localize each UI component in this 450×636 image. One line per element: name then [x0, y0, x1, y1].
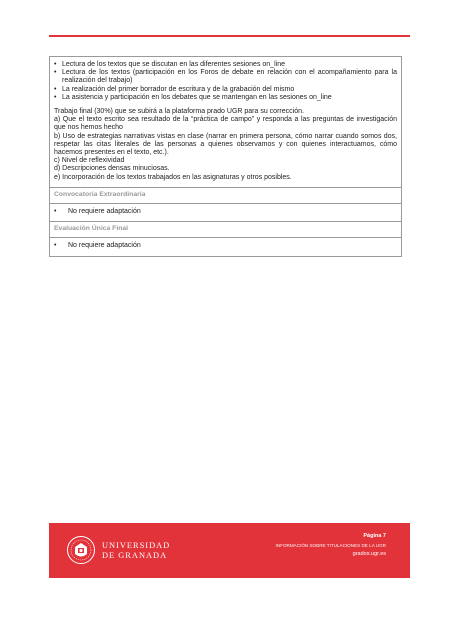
bullet-mark: •	[54, 69, 57, 77]
list-item: • Lectura de los textos (participación en los Foros de debate en relación con el acompañamiento para la realización del trabajo)	[54, 69, 397, 85]
bullet-mark: •	[54, 208, 57, 216]
final-work-intro: Trabajo final (30%) que se subirá a la plataforma prado UGR para su corrección.	[54, 108, 304, 116]
list-item: • La asistencia y participación en los debates que se mantengan en las sesiones on_line	[54, 93, 332, 101]
evaluation-cell	[50, 57, 401, 187]
guide-table	[49, 56, 402, 257]
university-name: UNIVERSIDAD DE GRANADA	[102, 541, 171, 560]
footer-code: grados.ugr.es	[352, 551, 386, 557]
list-item: • La realización del primer borrador de escritura y de la grabación del mismo	[54, 85, 295, 93]
final-work-point: b) Uso de estrategias narrativas vistas en clase (narrar en primera persona, cómo narrar cuando somos dos, respetar las citas literales de las personas a quienes observamos y con quienes interactuamos, cómo hacemos presentes en el texto, etc.).	[54, 132, 397, 157]
list-item: • No requiere adaptación	[50, 203, 401, 221]
section-heading-extraordinaria: Convocatoria Extraordinaria	[50, 187, 401, 203]
header-rule	[49, 35, 410, 37]
bullet-mark: •	[54, 93, 57, 101]
page-number: Página 7	[363, 533, 386, 539]
footer-bar	[49, 523, 410, 578]
list-item: • No requiere adaptación	[50, 237, 401, 255]
list-item: • Lectura de los textos que se discutan en las diferentes sesiones on_line	[54, 61, 285, 68]
final-work-point: c) Nivel de reflexividad	[54, 157, 125, 165]
final-work-point: d) Descripciones densas minuciosas.	[54, 165, 170, 173]
bullet-mark: •	[54, 242, 57, 250]
footer-info-line: INFORMACIÓN SOBRE TITULACIONES DE LA UGR	[275, 543, 386, 548]
final-work-point: a) Que el texto escrito sea resultado de la “práctica de campo” y responda a las preguntas de investigación que nos hemos hecho	[54, 116, 397, 132]
bullet-mark: •	[54, 85, 57, 93]
final-work-point: e) Incorporación de los textos trabajados en las asignaturas y otros posibles.	[54, 173, 292, 181]
university-crest-icon	[66, 535, 96, 565]
bullet-mark: •	[54, 61, 57, 68]
section-heading-unica-final: Evaluación Única Final	[50, 221, 401, 237]
